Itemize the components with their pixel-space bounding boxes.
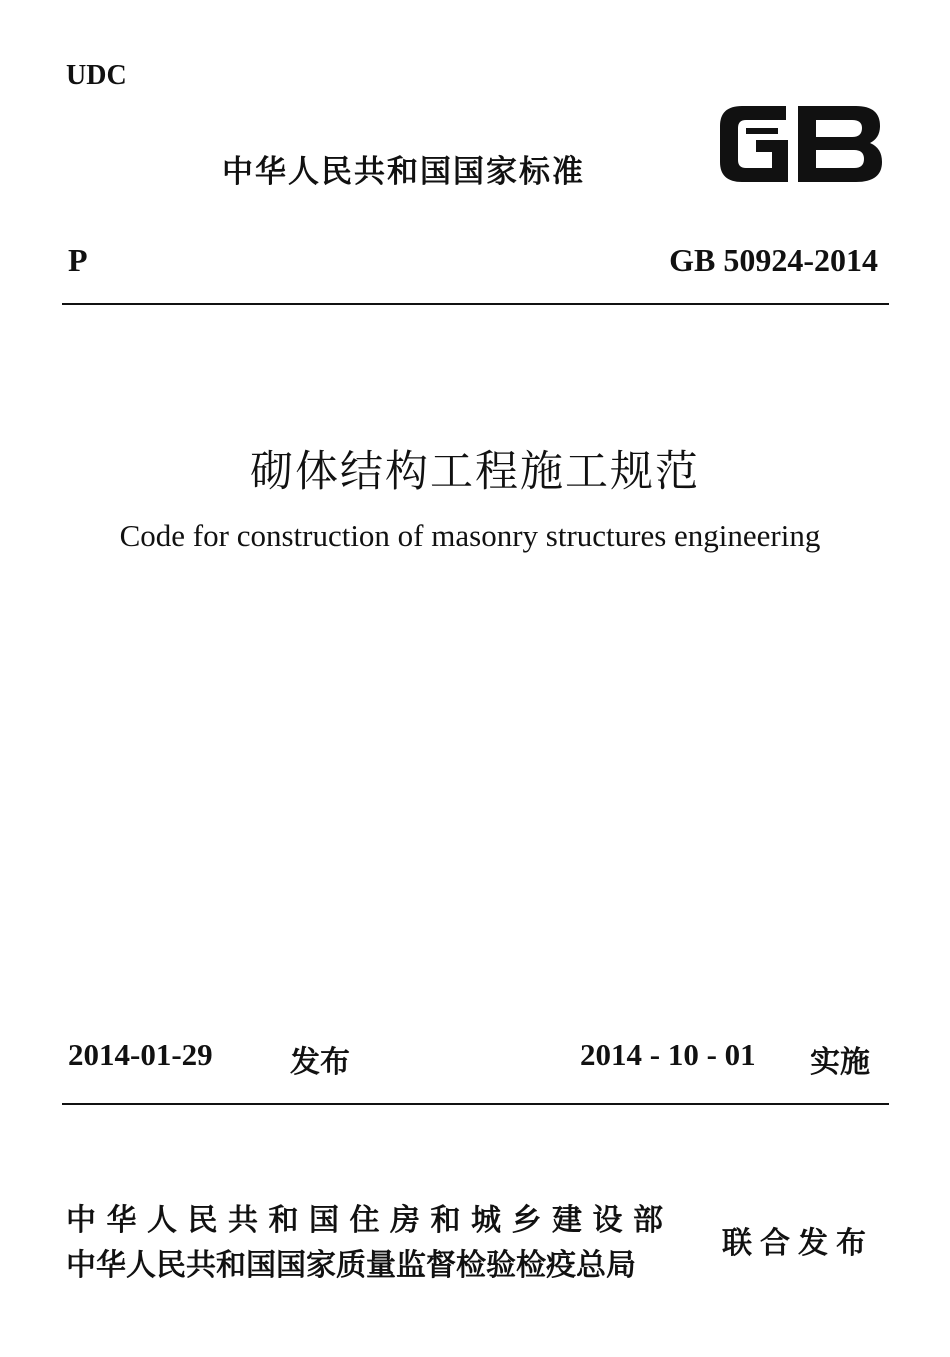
standard-number: GB 50924-2014 (669, 242, 878, 278)
document-title-chinese: 砌体结构工程施工规范 (250, 447, 700, 497)
udc-label: UDC (66, 60, 127, 91)
implementation-label: 实施 (810, 1045, 870, 1080)
category-code: P (68, 242, 88, 278)
gb-logo-icon (716, 100, 884, 188)
national-standard-title: 中华人民共和国国家标准 (222, 154, 585, 190)
top-divider (62, 303, 889, 305)
issue-label: 发布 (290, 1045, 350, 1080)
document-title-english: Code for construction of masonry structures engineering (119, 518, 821, 553)
issue-date: 2014-01-29 (68, 1037, 213, 1072)
joint-issue-label: 联合发布 (722, 1226, 874, 1261)
implementation-date: 2014 - 10 - 01 (580, 1037, 756, 1072)
issuer-aqsiq: 中华人民共和国国家质量监督检验检疫总局 (66, 1248, 636, 1283)
bottom-divider (62, 1103, 889, 1105)
issuer-ministry: 中华人民共和国住房和城乡建设部 (66, 1203, 674, 1238)
